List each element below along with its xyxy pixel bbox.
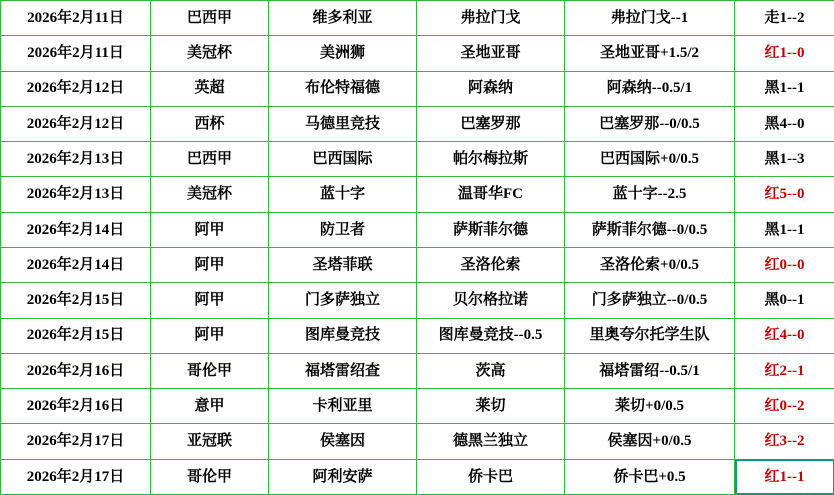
cell-league: 巴西甲 bbox=[151, 142, 269, 177]
cell-handicap: 圣地亚哥+1.5/2 bbox=[565, 36, 735, 71]
cell-result-highlighted: 红1--1 bbox=[735, 459, 834, 494]
table-row bbox=[1, 177, 834, 212]
cell-result: 红0--0 bbox=[735, 247, 834, 282]
cell-result: 红5--0 bbox=[735, 177, 834, 212]
cell-result: 红4--0 bbox=[735, 318, 834, 353]
cell-league: 哥伦甲 bbox=[151, 459, 269, 494]
cell-away: 圣洛伦索 bbox=[417, 247, 565, 282]
cell-league: 美冠杯 bbox=[151, 36, 269, 71]
cell-result: 红2--1 bbox=[735, 353, 834, 388]
cell-result: 黑1--1 bbox=[735, 71, 834, 106]
cell-league: 阿甲 bbox=[151, 247, 269, 282]
cell-home: 图库曼竞技 bbox=[269, 318, 417, 353]
cell-result: 黑1--1 bbox=[735, 212, 834, 247]
table-row bbox=[1, 71, 834, 106]
table-body bbox=[1, 1, 834, 495]
cell-home: 马德里竞技 bbox=[269, 106, 417, 141]
cell-home: 侯塞因 bbox=[269, 424, 417, 459]
cell-result: 红0--2 bbox=[735, 389, 834, 424]
cell-handicap: 蓝十字--2.5 bbox=[565, 177, 735, 212]
cell-home: 巴西国际 bbox=[269, 142, 417, 177]
cell-league: 美冠杯 bbox=[151, 177, 269, 212]
cell-home: 蓝十字 bbox=[269, 177, 417, 212]
cell-date: 2026年2月15日 bbox=[1, 283, 151, 318]
table-row bbox=[1, 353, 834, 388]
cell-handicap: 侨卡巴+0.5 bbox=[565, 459, 735, 494]
cell-away: 帕尔梅拉斯 bbox=[417, 142, 565, 177]
cell-date: 2026年2月11日 bbox=[1, 36, 151, 71]
cell-away: 阿森纳 bbox=[417, 71, 565, 106]
cell-handicap: 福塔雷绍--0.5/1 bbox=[565, 353, 735, 388]
cell-result: 黑1--3 bbox=[735, 142, 834, 177]
table-row bbox=[1, 212, 834, 247]
cell-league: 意甲 bbox=[151, 389, 269, 424]
cell-home: 卡利亚里 bbox=[269, 389, 417, 424]
cell-league: 阿甲 bbox=[151, 318, 269, 353]
cell-home: 圣塔菲联 bbox=[269, 247, 417, 282]
cell-away: 德黑兰独立 bbox=[417, 424, 565, 459]
cell-result: 黑4--0 bbox=[735, 106, 834, 141]
cell-date: 2026年2月16日 bbox=[1, 353, 151, 388]
table-row bbox=[1, 106, 834, 141]
table-row bbox=[1, 247, 834, 282]
cell-league: 亚冠联 bbox=[151, 424, 269, 459]
cell-handicap: 莱切+0/0.5 bbox=[565, 389, 735, 424]
table-row bbox=[1, 36, 834, 71]
cell-date: 2026年2月14日 bbox=[1, 212, 151, 247]
cell-handicap: 萨斯菲尔德--0/0.5 bbox=[565, 212, 735, 247]
cell-handicap: 侯塞因+0/0.5 bbox=[565, 424, 735, 459]
cell-home: 福塔雷绍查 bbox=[269, 353, 417, 388]
cell-league: 巴西甲 bbox=[151, 1, 269, 36]
cell-handicap: 弗拉门戈--1 bbox=[565, 1, 735, 36]
cell-home: 美洲狮 bbox=[269, 36, 417, 71]
table-row bbox=[1, 389, 834, 424]
cell-away: 莱切 bbox=[417, 389, 565, 424]
cell-league: 西杯 bbox=[151, 106, 269, 141]
cell-league: 英超 bbox=[151, 71, 269, 106]
cell-date: 2026年2月15日 bbox=[1, 318, 151, 353]
cell-home: 阿利安萨 bbox=[269, 459, 417, 494]
cell-away: 贝尔格拉诺 bbox=[417, 283, 565, 318]
cell-handicap: 巴西国际+0/0.5 bbox=[565, 142, 735, 177]
cell-away: 圣地亚哥 bbox=[417, 36, 565, 71]
cell-handicap: 阿森纳--0.5/1 bbox=[565, 71, 735, 106]
table-row bbox=[1, 283, 834, 318]
cell-handicap: 门多萨独立--0/0.5 bbox=[565, 283, 735, 318]
cell-league: 阿甲 bbox=[151, 283, 269, 318]
cell-date: 2026年2月17日 bbox=[1, 459, 151, 494]
table-row bbox=[1, 459, 834, 494]
cell-league: 哥伦甲 bbox=[151, 353, 269, 388]
table-row bbox=[1, 424, 834, 459]
cell-home: 维多利亚 bbox=[269, 1, 417, 36]
cell-result: 走1--2 bbox=[735, 1, 834, 36]
cell-handicap: 里奥夸尔托学生队 bbox=[565, 318, 735, 353]
cell-date: 2026年2月12日 bbox=[1, 106, 151, 141]
cell-date: 2026年2月13日 bbox=[1, 142, 151, 177]
cell-away: 图库曼竞技--0.5 bbox=[417, 318, 565, 353]
cell-away: 侨卡巴 bbox=[417, 459, 565, 494]
cell-date: 2026年2月14日 bbox=[1, 247, 151, 282]
cell-result: 黑0--1 bbox=[735, 283, 834, 318]
cell-handicap: 巴塞罗那--0/0.5 bbox=[565, 106, 735, 141]
table-row bbox=[1, 1, 834, 36]
cell-home: 布伦特福德 bbox=[269, 71, 417, 106]
cell-handicap: 圣洛伦索+0/0.5 bbox=[565, 247, 735, 282]
cell-away: 弗拉门戈 bbox=[417, 1, 565, 36]
cell-home: 门多萨独立 bbox=[269, 283, 417, 318]
cell-date: 2026年2月12日 bbox=[1, 71, 151, 106]
cell-date: 2026年2月13日 bbox=[1, 177, 151, 212]
cell-date: 2026年2月17日 bbox=[1, 424, 151, 459]
table-row bbox=[1, 318, 834, 353]
cell-league: 阿甲 bbox=[151, 212, 269, 247]
table-row bbox=[1, 142, 834, 177]
cell-result: 红3--2 bbox=[735, 424, 834, 459]
cell-away: 萨斯菲尔德 bbox=[417, 212, 565, 247]
cell-date: 2026年2月16日 bbox=[1, 389, 151, 424]
cell-away: 茨高 bbox=[417, 353, 565, 388]
cell-date: 2026年2月11日 bbox=[1, 1, 151, 36]
cell-home: 防卫者 bbox=[269, 212, 417, 247]
cell-result: 红1--0 bbox=[735, 36, 834, 71]
cell-away: 巴塞罗那 bbox=[417, 106, 565, 141]
cell-away: 温哥华FC bbox=[417, 177, 565, 212]
